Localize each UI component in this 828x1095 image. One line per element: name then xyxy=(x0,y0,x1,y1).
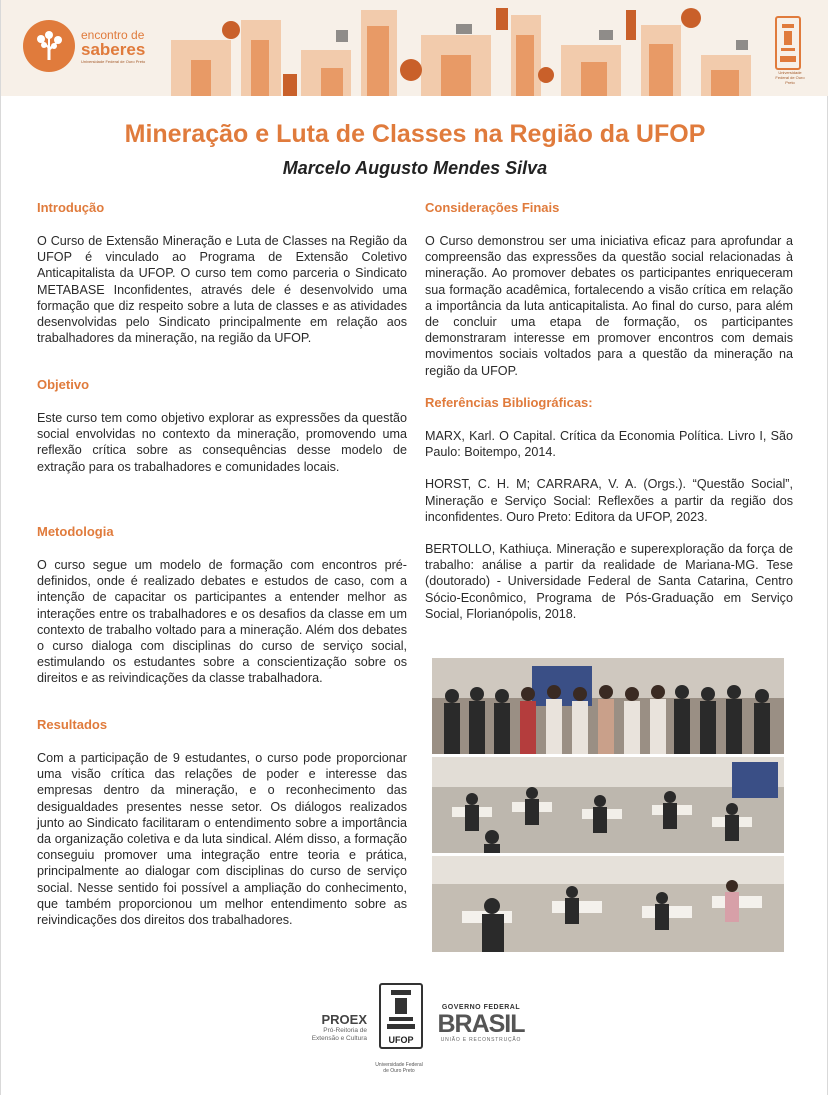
metodologia-text: O curso segue um modelo de formação com encontros pré-definidos, onde é realizado debates e estudos de caso, com a intenção de capacitar os participantes a entender melhor as interações entre os trabalhadores e os desafios da classe em um contexto de trabalho voltado para a mineração. Além dos debates o curso dialoga com disciplinas do curso de serviço social, estimulando os estudantes sobre a conscientização sobre os direitos e as reivindicações da classe trabalhadora. xyxy=(37,558,407,686)
photo-classroom-1 xyxy=(432,757,784,853)
proex-sub2: Extensão e Cultura xyxy=(311,1035,367,1042)
logo-line3: Universidade Federal de Ouro Preto xyxy=(81,58,146,64)
governo-federal-logo xyxy=(431,1004,531,1043)
metodologia-heading: Metodologia xyxy=(37,524,114,539)
ufop-crest-icon xyxy=(379,983,423,1049)
introducao-text: O Curso de Extensão Mineração e Luta de Classes na Região da UFOP é vinculado ao Programa de Extensão Coletivo Anticapitalista da UFOP. O curso tem como parceria o Sindicato METABASE Inconfidentes, através dele é desenvolvido uma formação que diz respeito sobre a luta de classes e as atividades desenvolvidas pelo Sindicato principalmente em relação aos trabalhadores da mineração, na região da UFOP. xyxy=(37,234,407,346)
ufop-crest-icon xyxy=(775,16,801,70)
resultados-text: Com a participação de 9 estudantes, o curso pode proporcionar uma visão crítica das relações de poder e interesse das empresas dentro da mineração, e o reconhecimento das desigualdades presentes nesse setor. Os diálogos realizados junto ao Sindicato facilitaram o entendimento sobre a importância da organização coletiva e da luta sindical. Além disso, a formação conseguiu promover uma integração entre teoria e prática, principalmente ao dialogar com disciplinas do curso de serviço social. Nesse sentido foi possível a ampliação do conhecimento, que também proporcionou um melhor entendimento sobre as reivindicações dos direitos dos trabalhadores. xyxy=(37,751,407,928)
section-referencias xyxy=(425,395,793,622)
page-title: Mineração e Luta de Classes na Região da UFOP xyxy=(124,120,706,148)
resultados-heading: Resultados xyxy=(37,717,108,732)
reference-item: HORST, C. H. M; CARRARA, V. A. (Orgs.). “Questão Social”, Mineração e Serviço Social: Reflexões a partir da região dos inconfidentes. Ouro Preto: Editora da UFOP, 2023. xyxy=(425,477,793,524)
ufop-caption2: de Ouro Preto xyxy=(383,1068,415,1074)
proex-sub1: Pró-Reitoria de xyxy=(323,1027,367,1034)
referencias-heading: Referências Bibliográficas: xyxy=(425,395,593,410)
logo-line2: saberes xyxy=(81,39,146,59)
logo-line1: encontro de xyxy=(81,27,145,42)
consideracoes-heading: Considerações Finais xyxy=(425,200,560,215)
reference-item: BERTOLLO, Kathiuça. Mineração e superexploração da força de trabalho: análise a partir da realidade de Mariana-MG. Tese (doutorado) - Universidade Federal de Santa Catarina, Centro Sócio-Econômico, Programa de Pós-Graduação em Serviço Social, Florianópolis, 2018. xyxy=(425,542,793,621)
gov-line3: UNIÃO E RECONSTRUÇÃO xyxy=(440,1037,522,1043)
author-name: Marcelo Augusto Mendes Silva xyxy=(282,158,548,178)
section-introducao xyxy=(37,200,407,346)
section-consideracoes xyxy=(425,200,793,379)
gov-line1: GOVERNO FEDERAL xyxy=(441,1004,521,1011)
objetivo-text: Este curso tem como objetivo explorar as expressões da questão social envolvidas no contexto da mineração, promovendo uma reflexão crítica sobre as consequências desse modelo de extração para os trabalhadores e comunidades locais. xyxy=(37,411,407,474)
right-logo-caption: Universidade Federal de Ouro Preto xyxy=(775,70,805,85)
encontro-de-saberes-logo xyxy=(23,20,145,72)
section-metodologia xyxy=(37,524,407,687)
ufop-caption1: Universidade Federal xyxy=(375,1062,423,1068)
consideracoes-text: O Curso demonstrou ser uma iniciativa eficaz para aprofundar a compreensão das expressões da questão social relacionadas à mineração. Ao promover debates os participantes enriqueceram sua formação acadêmica, fortalecendo a visão crítica em relação a importância da luta anticapitalista. Ao final do curso, para além de concluir uma etapa de formação, os participantes demonstraram interesse em promover encontros com demais movimentos sociais voltados para a questão da mineração na região da UFOP. xyxy=(425,234,793,378)
photo-group xyxy=(432,658,784,754)
introducao-heading: Introdução xyxy=(37,200,105,215)
proex-title: PROEX xyxy=(321,1012,367,1027)
ufop-label: UFOP xyxy=(388,1035,414,1045)
reference-item: MARX, Karl. O Capital. Crítica da Economia Política. Livro I, São Paulo: Boitempo, 2014. xyxy=(425,429,793,460)
tree-logo-icon xyxy=(23,20,75,72)
proex-logo xyxy=(301,1012,367,1043)
gov-line2: BRASIL xyxy=(437,1010,525,1038)
objetivo-heading: Objetivo xyxy=(37,377,90,392)
photo-classroom-2 xyxy=(432,856,784,952)
section-objetivo xyxy=(37,377,407,475)
ufop-caption xyxy=(367,1062,431,1074)
header-banner xyxy=(1,0,828,96)
section-resultados xyxy=(37,717,407,928)
